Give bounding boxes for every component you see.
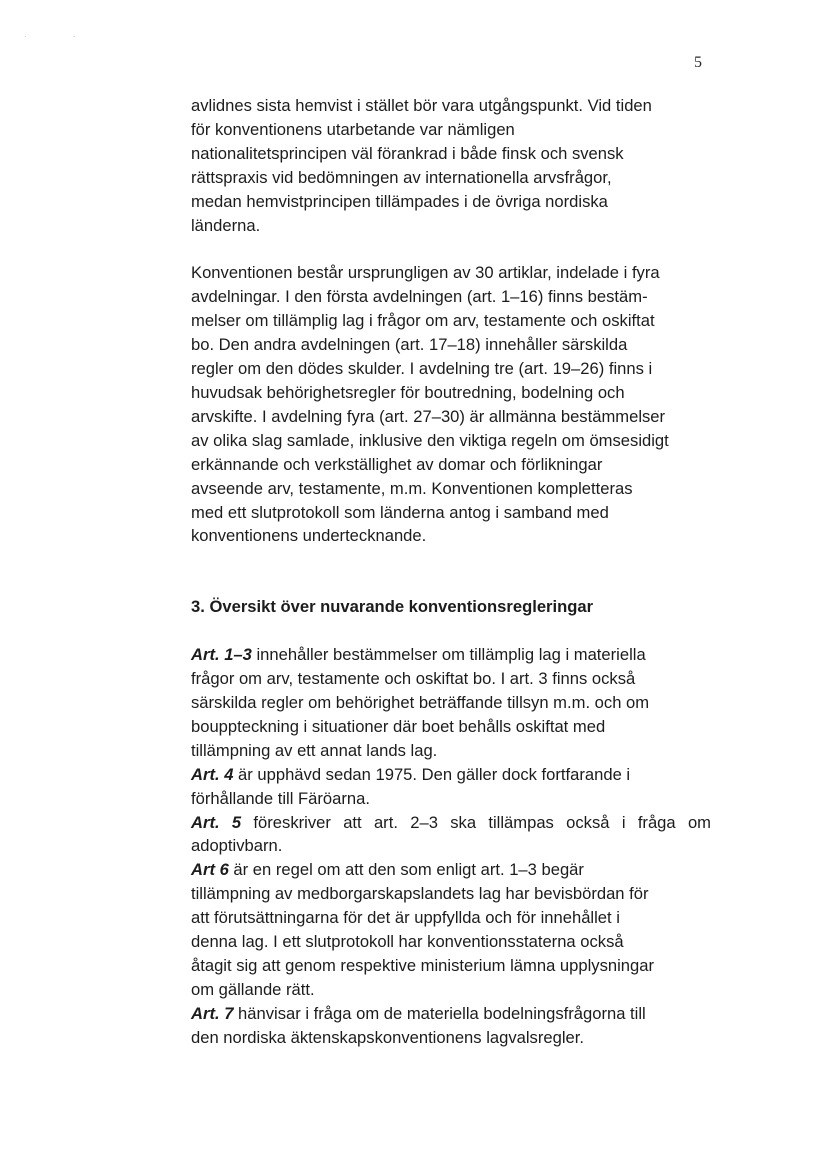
paragraph-convention-structure [191, 261, 711, 548]
text-line: avlidnes sista hemvist i stället bör vara utgångspunkt. Vid tiden [191, 96, 652, 115]
text-line: hänvisar i fråga om de materiella bodelningsfrågorna till [233, 1003, 646, 1023]
text-line: med ett slutprotokoll som länderna antog i samband med [191, 502, 609, 522]
text-line: medan hemvistprincipen tillämpades i de övriga nordiska [191, 191, 608, 211]
article-label: Art. 5 [191, 812, 242, 832]
article-6 [191, 858, 711, 1001]
text-line: innehåller bestämmelser om tillämplig lag i materiella [251, 645, 646, 665]
paragraph-intro [191, 94, 711, 237]
text-line: om gällande rätt. [191, 979, 315, 999]
text-line: för konventionens utarbetande var nämligen [191, 119, 515, 139]
page-number: 5 [694, 54, 702, 71]
text-line: av olika slag samlade, inklusive den viktiga regeln om ömsesidigt [191, 430, 669, 450]
document-body [191, 94, 711, 1050]
text-line: konventionens undertecknande. [191, 526, 427, 546]
text-line: länderna. [191, 215, 261, 235]
scan-marks: · · [24, 32, 98, 41]
text-line: erkännande och verkställighet av domar och förlikningar [191, 454, 603, 474]
text-line: denna lag. I ett slutprotokoll har konventionsstaterna också [191, 932, 624, 952]
article-label: Art 6 [191, 860, 229, 880]
text-line: tillämpning av medborgarskapslandets lag har bevisbördan för [191, 884, 649, 904]
text-line: regler om den dödes skulder. I avdelning tre (art. 19–26) finns i [191, 359, 653, 379]
text-line: förhållande till Färöarna. [191, 788, 370, 808]
text-line: avdelningar. I den första avdelningen (art. 1–16) finns bestäm- [191, 287, 648, 307]
text-line: avseende arv, testamente, m.m. Konventionen kompletteras [191, 478, 633, 498]
text-line: arvskifte. I avdelning fyra (art. 27–30) är allmänna bestämmelser [191, 406, 666, 426]
text-line: är en regel om att den som enligt art. 1–3 begär [228, 860, 584, 880]
text-line: frågor om arv, testamente och oskiftat bo. I art. 3 finns också [191, 669, 636, 689]
text-line: är upphävd sedan 1975. Den gäller dock fortfarande i [233, 764, 631, 784]
section-heading: 3. Översikt över nuvarande konventionsregleringar [191, 597, 594, 617]
article-label: Art. 7 [191, 1003, 234, 1023]
text-line: särskilda regler om behörighet beträffande tillsyn m.m. och om [191, 693, 650, 713]
text-line: bo. Den andra avdelningen (art. 17–18) innehåller särskilda [191, 335, 628, 355]
text-line: bouppteckning i situationer där boet behålls oskiftat med [191, 716, 606, 736]
text-line: rättspraxis vid bedömningen av internationella arvsfrågor, [191, 167, 612, 187]
text-line: huvudsak behörighetsregler för boutredning, bodelning och [191, 382, 625, 402]
article-label: Art. 1–3 [191, 645, 252, 665]
text-line: Konventionen består ursprungligen av 30 artiklar, indelade i fyra [191, 263, 660, 283]
text-line: nationalitetsprincipen väl förankrad i både finsk och svensk [191, 143, 624, 163]
text-line: föreskriver att art. 2–3 ska tillämpas också i fråga om [241, 812, 711, 832]
text-line: tillämpning av ett annat lands lag. [191, 740, 438, 760]
article-5 [191, 811, 711, 859]
text-line: adoptivbarn. [191, 836, 283, 856]
text-line: melser om tillämplig lag i frågor om arv, testamente och oskiftat [191, 311, 655, 331]
article-label: Art. 4 [191, 764, 234, 784]
text-line: den nordiska äktenskapskonventionens lagvalsregler. [191, 1027, 584, 1047]
article-1-3 [191, 643, 711, 763]
text-line: åtagit sig att genom respektive ministerium lämna upplysningar [191, 956, 655, 975]
article-7 [191, 1002, 711, 1050]
text-line: att förutsättningarna för det är uppfyllda och för innehållet i [191, 908, 620, 928]
article-4 [191, 763, 711, 811]
